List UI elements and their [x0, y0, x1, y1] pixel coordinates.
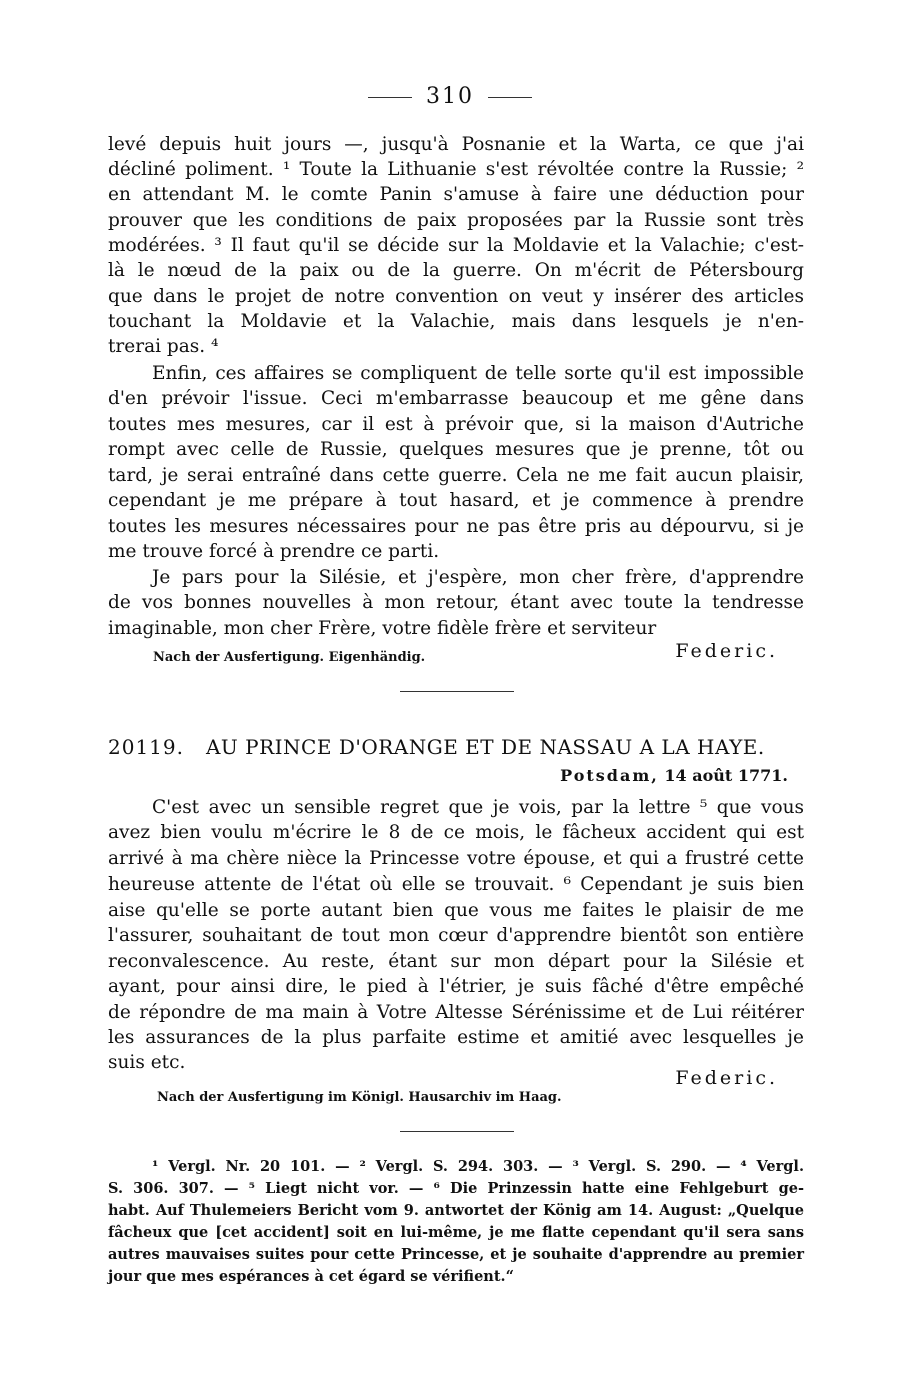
text-line: touchant la Moldavie et la Valachie, mais dans lesquels je n'en-: [108, 311, 804, 332]
text-line: aise qu'elle se porte autant bien que vous me faites le plaisir de me: [108, 900, 804, 921]
page-number: 310: [426, 84, 474, 109]
text-line: levé depuis huit jours —, jusqu'à Posnanie et la Warta, ce que j'ai: [108, 134, 804, 155]
page-number-header: [0, 84, 900, 109]
signature: Federic.: [675, 640, 778, 662]
text-line: rompt avec celle de Russie, quelques mesures que je prenne, tôt ou: [108, 439, 804, 460]
letter-date: 14 août 1771.: [664, 766, 788, 785]
text-line: me trouve forcé à prendre ce parti.: [108, 541, 440, 562]
text-line: décliné poliment. ¹ Toute la Lithuanie s'est révoltée contre la Russie; ²: [108, 159, 804, 180]
text-line: heureuse attente de l'état où elle se trouvait. ⁶ Cependant je suis bien: [108, 874, 804, 895]
text-line: toutes mes mesures, car il est à prévoir que, si la maison d'Autriche: [108, 414, 804, 435]
section-divider: [400, 691, 514, 692]
letter-number: 20119.: [108, 735, 184, 759]
text-line: trerai pas. ⁴: [108, 336, 219, 357]
text-line: en attendant M. le comte Panin s'amuse à faire une déduction pour: [108, 184, 804, 205]
footnote-line: ¹ Vergl. Nr. 20 101. — ² Vergl. S. 294. 303. — ³ Vergl. S. 290. — ⁴ Vergl.: [152, 1158, 804, 1175]
footnote-line: autres mauvaises suites pour cette Princesse, et je souhaite d'apprendre au premier: [108, 1246, 804, 1263]
text-line: reconvalescence. Au reste, étant sur mon départ pour la Silésie et: [108, 951, 804, 972]
text-line: cependant je me prépare à tout hasard, et je commence à prendre: [108, 490, 804, 511]
text-line: C'est avec un sensible regret que je vois, par la lettre ⁵ que vous: [152, 797, 804, 818]
footnote-line: fâcheux que [cet accident] soit en lui-même, je me flatte cependant qu'il sera sans: [108, 1224, 804, 1241]
footnote-line: habt. Auf Thulemeiers Bericht vom 9. antwortet der König am 14. August: „Quelque: [108, 1202, 804, 1219]
text-line: modérées. ³ Il faut qu'il se décide sur la Moldavie et la Valachie; c'est-: [108, 235, 804, 256]
letter-title: AU PRINCE D'ORANGE ET DE NASSAU A LA HAYE.: [205, 735, 765, 759]
text-line: l'assurer, souhaitant de tout mon cœur d'apprendre bientôt son entière: [108, 925, 804, 946]
text-line: que dans le projet de notre convention on veut y insérer des articles: [108, 286, 804, 307]
text-line: les assurances de la plus parfaite estime et amitié avec lesquelles je: [108, 1027, 804, 1048]
text-line: toutes les mesures nécessaires pour ne pas être pris au dépourvu, si je: [108, 516, 804, 537]
text-line: ayant, pour ainsi dire, le pied à l'étrier, je suis fâché d'être empêché: [108, 976, 804, 997]
text-line: imaginable, mon cher Frère, votre fidèle frère et serviteur: [108, 618, 657, 639]
text-line: avez bien voulu m'écrire le 8 de ce mois, le fâcheux accident qui est: [108, 822, 804, 843]
text-line: là le nœud de la paix ou de la guerre. On m'écrit de Pétersbourg: [108, 260, 804, 281]
text-line: suis etc.: [108, 1052, 186, 1073]
source-note: Nach der Ausfertigung im Königl. Hausarchiv im Haag.: [157, 1090, 562, 1105]
text-line: Enfin, ces affaires se compliquent de telle sorte qu'il est impossible: [152, 363, 804, 384]
header-rule-left: [368, 97, 412, 98]
source-note: Nach der Ausfertigung. Eigenhändig.: [153, 650, 426, 665]
text-line: Je pars pour la Silésie, et j'espère, mon cher frère, d'apprendre: [152, 567, 804, 588]
letter-heading: [108, 735, 808, 759]
text-line: d'en prévoir l'issue. Ceci m'embarrasse beaucoup et me gêne dans: [108, 388, 804, 409]
text-line: de vos bonnes nouvelles à mon retour, étant avec toute la tendresse: [108, 592, 804, 613]
header-rule-right: [488, 97, 532, 98]
text-line: tard, je serai entraîné dans cette guerre. Cela ne me fait aucun plaisir,: [108, 465, 804, 486]
signature: Federic.: [675, 1067, 778, 1089]
footnote-divider: [400, 1131, 514, 1132]
letter-place: Potsdam,: [560, 766, 659, 785]
text-line: prouver que les conditions de paix proposées par la Russie sont très: [108, 210, 804, 231]
text-line: arrivé à ma chère nièce la Princesse votre épouse, et qui a frustré cette: [108, 848, 804, 869]
text-line: de répondre de ma main à Votre Altesse Sérénissime et de Lui réitérer: [108, 1002, 804, 1023]
footnote-line: jour que mes espérances à cet égard se vérifient.“: [108, 1268, 514, 1285]
footnote-line: S. 306. 307. — ⁵ Liegt nicht vor. — ⁶ Die Prinzessin hatte eine Fehlgeburt ge-: [108, 1180, 804, 1197]
place-date: [560, 766, 788, 785]
